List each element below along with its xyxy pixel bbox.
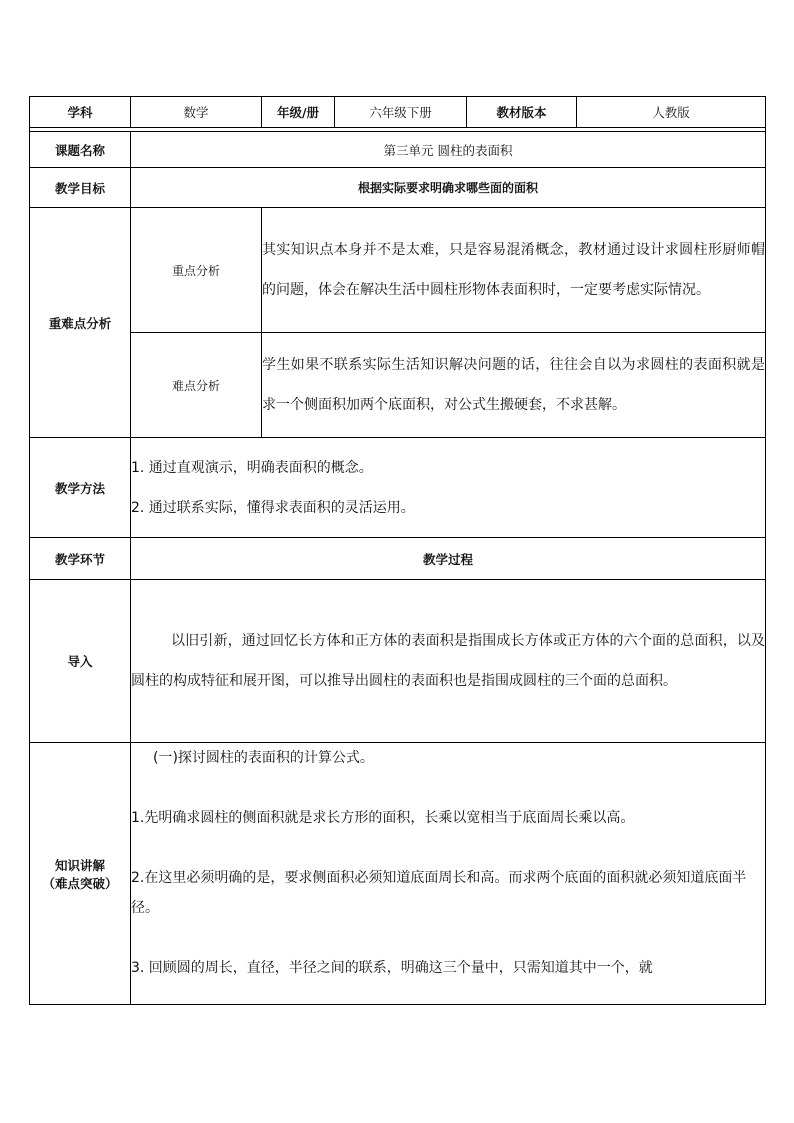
hard-point-text: 学生如果不联系实际生活知识解决问题的话，往往会自以为求圆柱的表面积就是求一个侧面积加两个底面积，对公式生搬硬套，不求甚解。 <box>262 333 766 438</box>
intro-row <box>30 580 766 743</box>
goal-row <box>30 168 766 208</box>
intro-label: 导入 <box>30 580 131 743</box>
knowledge-label-line2: （难点突破） <box>42 875 118 891</box>
difficulty-label: 重难点分析 <box>30 208 131 438</box>
process-header-row <box>30 538 766 580</box>
knowledge-heading: (一)探讨圆柱的表面积的计算公式。 <box>153 750 374 766</box>
hard-point-label: 难点分析 <box>131 333 262 438</box>
methods-row <box>30 438 766 538</box>
methods-label: 教学方法 <box>30 438 131 538</box>
knowledge-label <box>30 743 131 1005</box>
course-label: 课题名称 <box>30 132 131 168</box>
process-header: 教学过程 <box>131 538 766 580</box>
knowledge-point: 2.在这里必须明确的是，要求侧面积必须知道底面周长和高。而求两个底面的面积就必须知道底面半径。 <box>131 870 747 916</box>
course-title: 第三单元 圆柱的表面积 <box>131 132 766 168</box>
knowledge-label-line1: 知识讲解 <box>54 857 105 873</box>
method-item: 2. 通过联系实际，懂得求表面积的灵活运用。 <box>131 499 415 516</box>
knowledge-point: 1.先明确求圆柱的侧面积就是求长方形的面积，长乘以宽相当于底面周长乘以高。 <box>131 810 635 826</box>
intro-text: 以旧引新，通过回忆长方体和正方体的表面积是指围成长方体或正方体的六个面的总面积，以及圆柱的构成特征和展开图，可以推导出圆柱的表面积也是指围成圆柱的三个面的总面积。 <box>131 580 766 743</box>
edition-value: 人教版 <box>577 97 766 128</box>
grade-label: 年级/册 <box>262 97 335 128</box>
knowledge-point: 3. 回顾圆的周长，直径，半径之间的联系，明确这三个量中，只需知道其中一个，就 <box>131 960 653 976</box>
key-point-row <box>30 208 766 333</box>
hard-point-row <box>30 333 766 438</box>
knowledge-row <box>30 743 766 1005</box>
grade-value: 六年级下册 <box>335 97 467 128</box>
goal-text: 根据实际要求明确求哪些面的面积 <box>131 168 766 208</box>
goal-label: 教学目标 <box>30 168 131 208</box>
edition-label: 教材版本 <box>467 97 577 128</box>
course-row <box>30 132 766 168</box>
key-point-text: 其实知识点本身并不是太难，只是容易混淆概念，教材通过设计求圆柱形厨师帽的问题，体会在解决生活中圆柱形物体表面积时，一定要考虑实际情况。 <box>262 208 766 333</box>
subject-label: 学科 <box>30 97 131 128</box>
header-row <box>30 97 766 128</box>
methods-list <box>131 438 766 538</box>
stage-header: 教学环节 <box>30 538 131 580</box>
lesson-plan-table <box>29 96 766 1005</box>
knowledge-content <box>131 743 766 1005</box>
key-point-label: 重点分析 <box>131 208 262 333</box>
subject-value: 数学 <box>131 97 262 128</box>
method-item: 1. 通过直观演示，明确表面积的概念。 <box>131 459 373 476</box>
